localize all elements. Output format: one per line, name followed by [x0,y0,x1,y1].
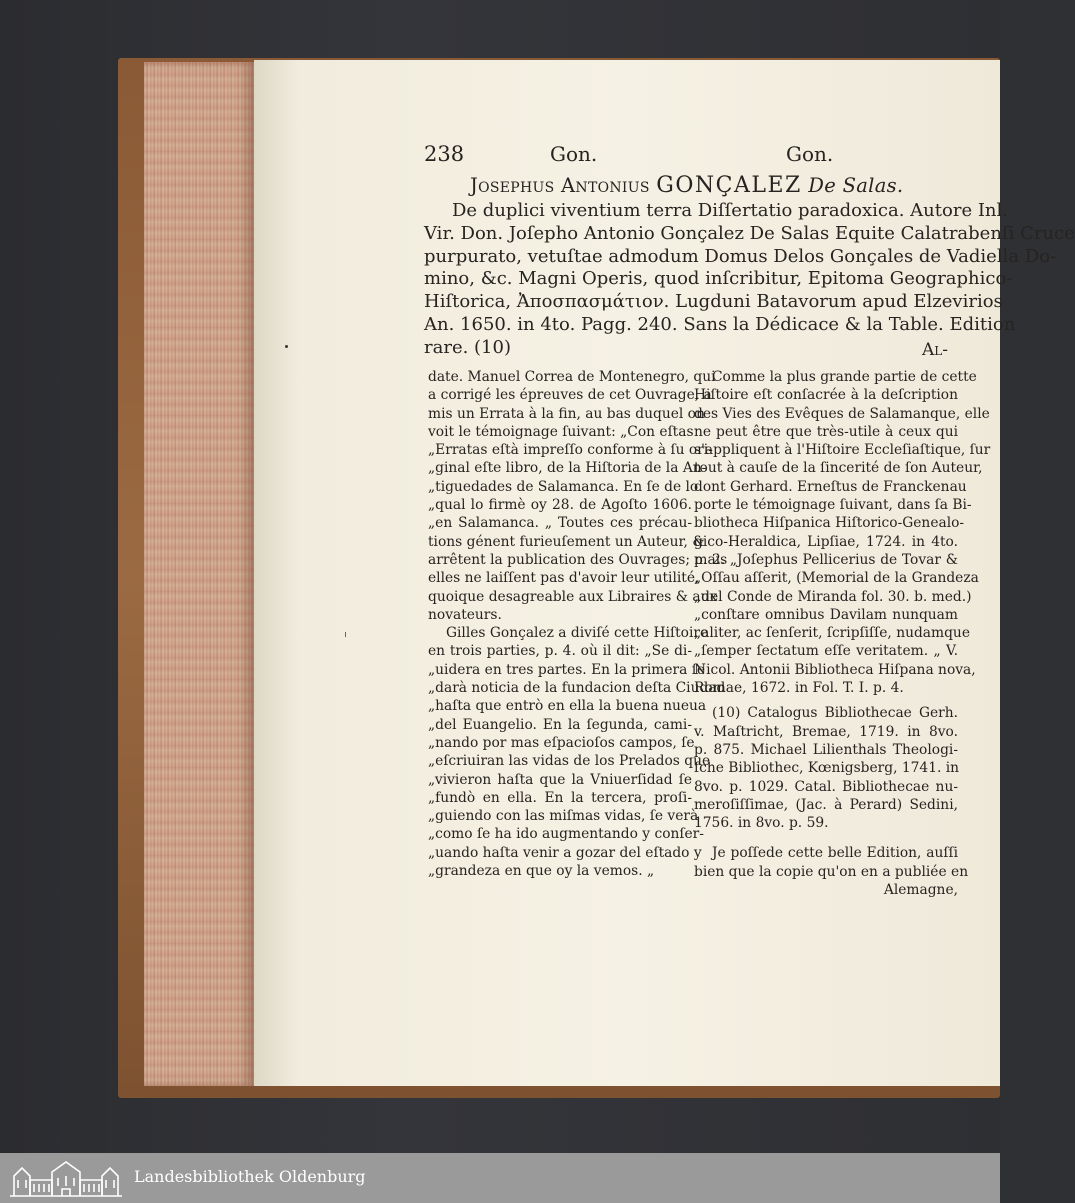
column-line: „Erratas eſtà impreſſo conforme à ſu ori- [428,442,713,459]
footnote-line: ſche Bibliothec, Kœnigsberg, 1741. in [694,760,960,777]
column-line: Alemagne, [883,882,958,899]
entry-line: purpurato, vetuſtae admodum Domus Delos Gonçales de Vadiella Do- [424,245,1057,267]
entry-line: mino, &c. Magni Operis, quod inſcribitur, Epitoma Geographico- [424,268,1013,290]
running-head [424,142,840,168]
column-line: dont Gerhard. Erneſtus de Franckenau [694,478,967,495]
column-line: „ſemper ſectatum eſſe veritatem. „ V. [694,643,958,660]
column-line: Romae, 1672. in Fol. T. I. p. 4. [694,680,904,697]
footnote-line: 8vo. p. 1029. Catal. Bibliothecae nu- [694,778,958,795]
column-line: novateurs. [428,606,502,623]
column-line: elles ne laiſſent pas d'avoir leur utilité, [428,570,700,587]
column-line: tout à cauſe de la ſincerité de ſon Auteur, [694,460,983,477]
column-line: quoique desagreable aux Libraires & aux [428,588,718,605]
column-line: „vivieron haſta que la Vniuerſidad ſe [428,771,692,788]
column-line: „uidera en tres partes. En la primera ſe [428,661,706,678]
entry-line: De duplici viventium terra Diſſertatio paradoxica. Autore Inl. [452,200,1008,221]
running-head-left: Gon. [550,142,598,166]
footnote-line: v. Maſtricht, Bremae, 1719. in 8vo. [694,723,958,740]
entry-line: An. 1650. in 4to. Pagg. 240. Sans la Dédicace & la Table. Edition [424,313,1016,335]
column-line: „conſtare omnibus Davilam nunquam [694,606,958,623]
entry-title [470,173,903,198]
page-speck [345,632,346,637]
entry-line: Hiſtorica, Ἀποσπασμάτιον. Lugduni Batavorum apud Elzevirios [424,291,1003,313]
column-line: „grandeza en que oy la vemos. „ [428,863,655,880]
column-line: a corrigé les épreuves de cet Ouvrage, a [428,387,712,404]
title-second-name: Antonius [561,174,650,197]
column-line: Hiſtoire eſt conſacrée à la deſcription [694,387,958,404]
column-line: Nicol. Antonii Bibliotheca Hiſpana nova, [694,661,976,678]
column-line: „Oſſau aſſerit, (Memorial de la Grandeza [694,570,979,587]
entry-line: rare. (10) [424,336,511,358]
column-line: „haſta que entrò en ella la buena nueua [428,698,707,715]
column-line: „qual lo firmè oy 28. de Agoſto 1606. [428,497,692,514]
column-line: Comme la plus grande partie de cette [712,369,977,385]
column-line: voit le témoignage ſuivant: „Con eſtas [428,423,694,440]
column-line: „nando por mas eſpacioſos campos, ſe [428,734,695,751]
column-line: „uando haſta venir a gozar del eſtado y [428,844,702,861]
left-column [428,368,728,880]
column-line: bliotheca Hiſpanica Hiſtorico-Genealo- [694,515,965,532]
column-line: „ginal eſte libro, de la Hiſtoria de la An- [428,460,707,477]
right-column [694,368,991,899]
column-line: p. 2. „Joſephus Pellicerius de Tovar & [694,551,958,568]
column-line: tions génent furieuſement un Auteur, & [428,533,705,550]
catchword: Al- [922,340,948,360]
library-building-logo-icon [8,1158,124,1198]
page-edges [144,62,254,1086]
column-line: Je poſſede cette belle Edition, auſſi [712,845,958,862]
page-number: 238 [424,142,465,166]
column-line: bien que la copie qu'on en a publiée en [694,863,969,880]
column-line: s'appliquent à l'Hiſtoire Eccleſiaſtique, ſur [694,442,991,459]
column-line: „tiguedades de Salamanca. En ſe de lo [428,478,699,495]
column-line: ne peut être que très-utile à ceux qui [694,423,958,440]
column-line: mis un Errata à la fin, au bas duquel on [428,405,705,422]
column-line: „fundò en ella. En la tercera, proſi- [428,789,692,806]
footnote-line: meroſiſſimae, (Jac. à Perard) Sedini, [694,796,958,813]
column-line: gico-Heraldica, Lipſiae, 1724. in 4to. [694,533,958,550]
column-line: Gilles Gonçalez a diviſé cette Hiſtoire [446,625,709,642]
column-line: „del Conde de Miranda fol. 30. b. med.) [694,588,972,605]
column-line: „en Salamanca. „ Toutes ces précau- [428,515,692,532]
footnote-line: 1756. in 8vo. p. 59. [694,815,829,832]
column-line: des Vies des Evêques de Salamanque, elle [694,405,990,422]
column-line: en trois parties, p. 4. où il dit: „Se di- [428,643,692,660]
footnote-line: p. 875. Michael Lilienthals Theologi- [694,741,958,758]
column-line: arrêtent la publication des Ouvrages; mais [428,551,728,568]
column-line: „aliter, ac ſenſerit, ſcripſiſſe, nudamque [694,625,970,642]
page-speck [285,345,288,348]
title-suffix: De Salas. [808,174,904,197]
column-line: „eſcriuiran las vidas de los Prelados que [428,753,711,770]
title-surname: GONÇALEZ [656,173,802,198]
running-head-right: Gon. [786,142,834,166]
entry-line: Vir. Don. Joſepho Antonio Gonçalez De Salas Equite Calatrabenſi Cruce [424,222,1075,244]
title-first-name: Josephus [470,174,555,197]
column-line: „guiendo con las miſmas vidas, ſe verà [428,808,699,825]
column-line: „como ſe ha ido augmentando y conſer- [428,826,704,843]
column-line: „darà noticia de la fundacion deſta Ciudad [428,680,726,697]
entry-description [424,200,1075,360]
library-name: Landesbibliothek Oldenburg [134,1167,366,1186]
library-footer [0,1153,1000,1203]
column-line: „del Euangelio. En la ſegunda, cami- [428,716,692,733]
column-line: porte le témoignage ſuivant, dans ſa Bi- [694,497,972,514]
footnote-line: (10) Catalogus Bibliothecae Gerh. [712,705,958,722]
column-line: date. Manuel Correa de Montenegro, qui [428,369,716,385]
